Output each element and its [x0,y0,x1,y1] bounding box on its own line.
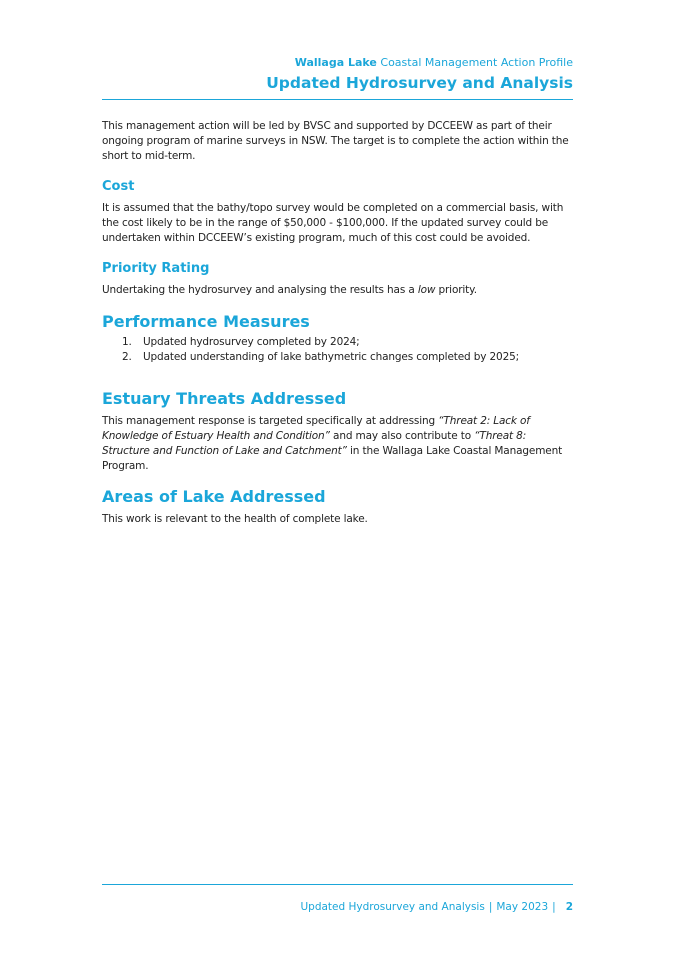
cost-paragraph: It is assumed that the bathy/topo survey would be completed on a commercial basis, with the cost likely to be in the range of $50,000 - $100,000. If the updated survey could be undertaken within DCCEEW’s existing program, much of this cost could be avoided. [102,202,564,244]
footer-divider [102,884,573,885]
footer-date: May 2023 [496,901,549,913]
performance-list [102,335,573,365]
areas-heading: Areas of Lake Addressed [102,487,326,506]
priority-paragraph [102,283,573,298]
page-footer [300,900,573,914]
footer-separator: | [488,901,493,913]
priority-text-after: priority. [435,284,477,296]
threats-paragraph [102,414,573,474]
header-subtitle [102,56,573,70]
threats-text-2: and may also contribute to [329,430,475,442]
header-divider [102,99,573,100]
list-item [102,335,573,350]
threat-2-reference: “Threat 2: Lack of Knowledge of Estuary Health and Condition” [102,415,530,442]
threat-8-reference: “Threat 8: Structure and Function of Lake and Catchment” [102,430,527,457]
priority-text-before: Undertaking the hydrosurvey and analysing the results has a [102,284,418,296]
page-number: 2 [565,901,573,913]
page-title: Updated Hydrosurvey and Analysis [266,74,573,92]
areas-paragraph: This work is relevant to the health of complete lake. [102,513,368,525]
header-site-name: Wallaga Lake [294,56,377,69]
list-item-text: Updated understanding of lake bathymetric changes completed by 2025; [143,351,520,363]
intro-paragraph: This management action will be led by BVSC and supported by DCCEEW as part of their ongoing program of marine surveys in NSW. The target is to complete the action within the short to mid-term. [102,120,569,162]
header-profile-label: Coastal Management Action Profile [380,56,573,69]
priority-heading: Priority Rating [102,261,210,276]
footer-separator: | [552,901,556,913]
threats-heading: Estuary Threats Addressed [102,389,347,408]
threats-text-3: in the Wallaga Lake Coastal Management Program. [102,445,563,472]
list-item-text: Updated hydrosurvey completed by 2024; [143,336,360,348]
list-item [102,350,573,365]
threats-text-1: This management response is targeted specifically at addressing [102,415,439,427]
footer-title: Updated Hydrosurvey and Analysis [300,901,485,913]
performance-heading: Performance Measures [102,312,310,331]
main-content [102,119,573,527]
cost-heading: Cost [102,179,135,194]
priority-level: low [417,284,436,296]
page-header [102,56,573,93]
list-item-number: 2. [122,351,132,363]
list-item-number: 1. [122,336,132,348]
